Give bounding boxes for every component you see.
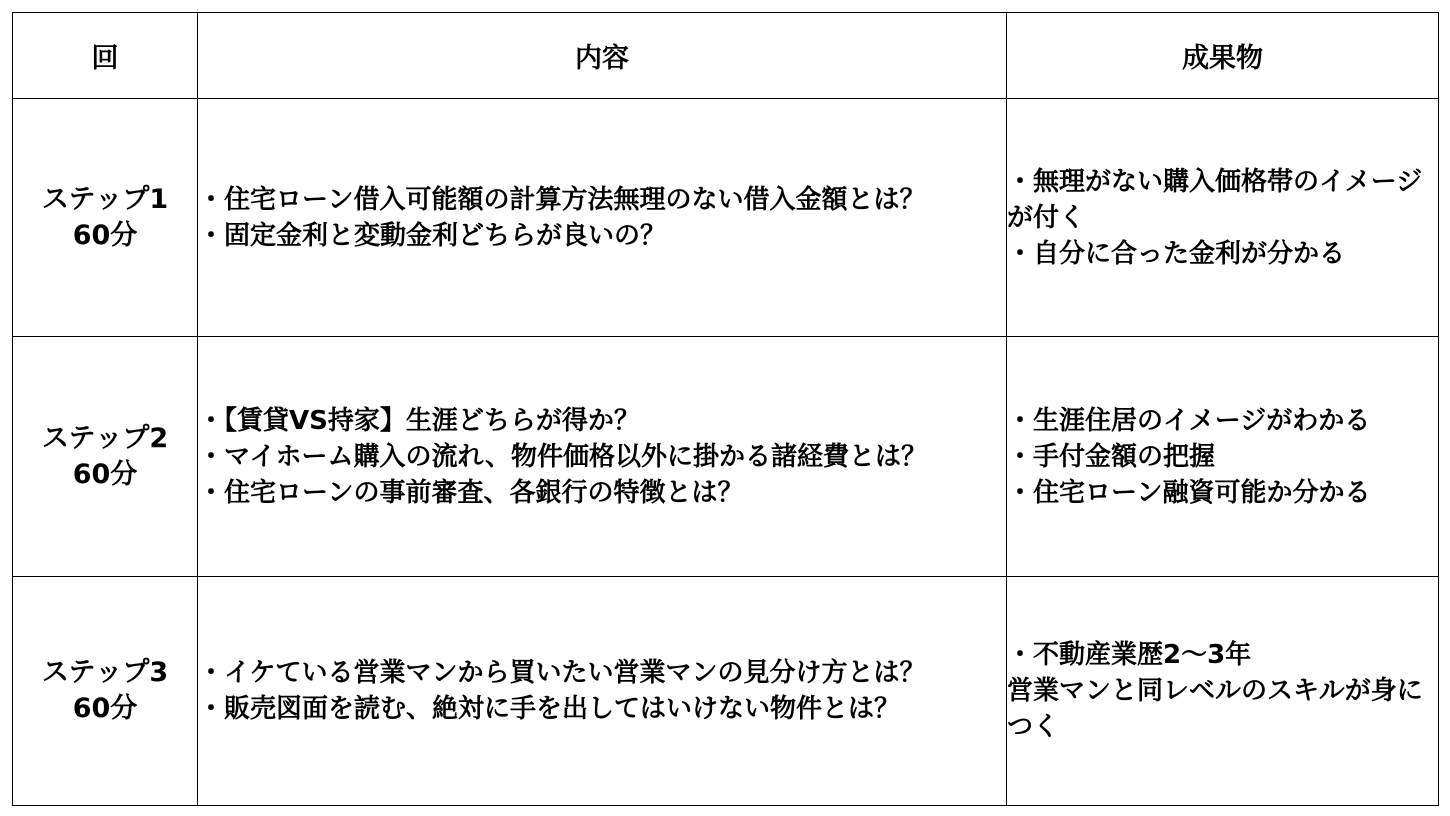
content-item: ・【賃貸VS持家】生涯どちらが得か？ [198,405,640,436]
result-item: ・無理がない購入価格帯のイメージが付く [1007,166,1423,233]
result-item: 営業マンと同レベルのスキルが身につく [1007,675,1423,742]
result-item: ・生涯住居のイメージがわかる [1007,405,1371,436]
result-item: ・不動産業歴2～3年 [1007,639,1252,670]
step-name: ステップ2 [41,422,169,454]
result-cell [1007,99,1439,337]
schedule-sheet [12,12,1438,806]
step-name: ステップ3 [41,656,169,688]
content-item: ・販売図面を読む、絶対に手を出してはいけない物件とは？ [198,693,901,724]
step-cell [13,576,198,805]
schedule-table [12,12,1439,806]
result-item: ・手付金額の把握 [1007,441,1216,472]
step-duration: 60分 [72,458,138,490]
result-cell [1007,337,1439,576]
table-row [13,337,1439,576]
content-cell [198,576,1007,805]
result-item: ・住宅ローン融資可能か分かる [1007,477,1371,508]
step-cell [13,99,198,337]
table-header-row [13,13,1439,99]
table-row [13,99,1439,337]
step-name: ステップ1 [41,183,169,215]
header-result: 成果物 [1007,13,1439,99]
step-duration: 60分 [72,219,138,251]
result-cell [1007,576,1439,805]
header-content: 内容 [198,13,1007,99]
content-cell [198,99,1007,337]
content-item: ・イケている営業マンから買いたい営業マンの見分け方とは？ [198,657,926,688]
content-item: ・住宅ローン借入可能額の計算方法無理のない借入金額とは？ [198,184,926,215]
step-cell [13,337,198,576]
content-item: ・住宅ローンの事前審査、各銀行の特徴とは？ [198,477,744,508]
content-item: ・マイホーム購入の流れ、物件価格以外に掛かる諸経費とは？ [198,441,928,472]
result-item: ・自分に合った金利が分かる [1007,238,1346,269]
content-item: ・固定金利と変動金利どちらが良いの？ [198,220,667,251]
table-row [13,576,1439,805]
step-duration: 60分 [72,692,138,724]
header-step: 回 [13,13,198,99]
content-cell [198,337,1007,576]
